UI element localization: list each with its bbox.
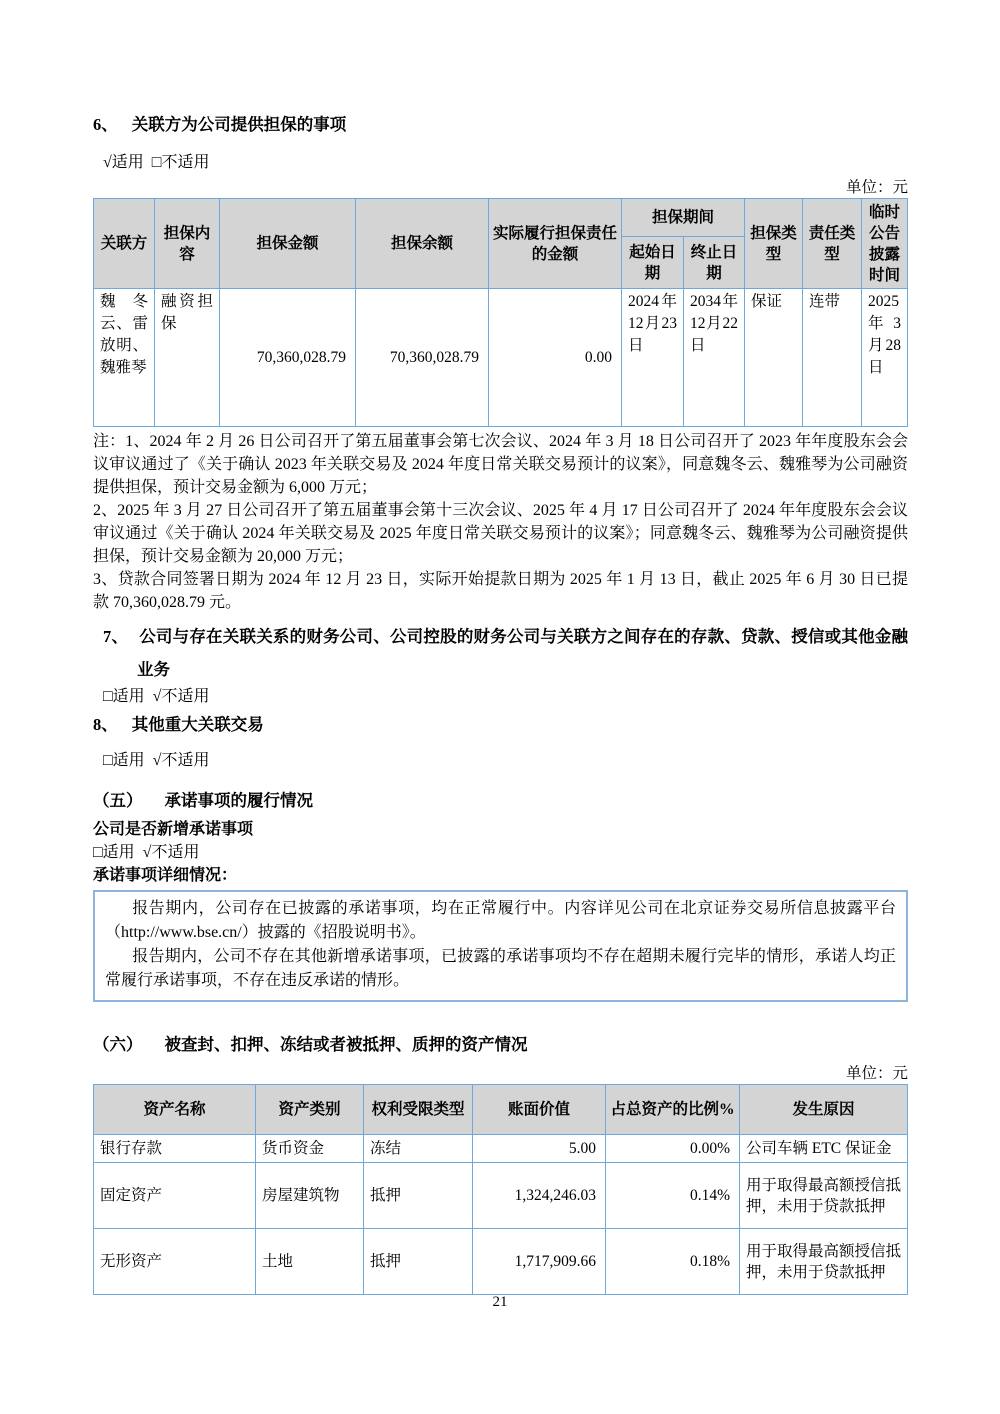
note-1: 注：1、2024 年 2 月 26 日公司召开了第五届董事会第七次会议、2024 年 3 月 18 日公司召开了 2023 年年度股东会会议审议通过了《关于确认 2023 年关联交易及 2024 年度日常关联交易预计的议案》，同意魏冬云、魏雅琴为公司融资提供担保，预计交易金额为 6,000 万元；: [93, 433, 908, 496]
cell-reason: 用于取得最高额授信抵押，未用于贷款抵押: [740, 1163, 908, 1229]
col-header-end-date: 终止日期: [684, 237, 745, 289]
section-6cn-number: （六）: [93, 1035, 143, 1054]
cell-reason: 公司车辆 ETC 保证金: [740, 1135, 908, 1163]
asset-table-row: [94, 1163, 908, 1229]
col-header-period: 担保期间: [622, 199, 745, 237]
cell-book-value: 1,717,909.66: [473, 1229, 606, 1295]
section-7-heading: [103, 620, 909, 686]
col-header-book-value: 账面价值: [473, 1085, 606, 1135]
cell-restriction-type: 抵押: [364, 1163, 473, 1229]
cell-content: 融资担保: [155, 289, 220, 427]
cell-asset-category: 货币资金: [256, 1135, 364, 1163]
guarantee-notes: [93, 430, 908, 614]
commitment-paragraph-1: 报告期内，公司存在已披露的承诺事项，均在正常履行中。内容详见公司在北京证券交易所信息披露平台（http://www.bse.cn/）披露的《招股说明书》。: [105, 900, 896, 941]
col-header-reason: 发生原因: [740, 1085, 908, 1135]
col-header-asset-category: 资产类别: [256, 1085, 364, 1135]
cell-asset-category: 土地: [256, 1229, 364, 1295]
col-header-start-date: 起始日期: [622, 237, 684, 289]
cell-book-value: 5.00: [473, 1135, 606, 1163]
col-header-content: 担保内容: [155, 199, 220, 289]
section-8-number: 8、: [93, 715, 118, 734]
col-header-balance: 担保余额: [356, 199, 489, 289]
section-5cn-heading: [93, 788, 908, 814]
cell-end-date: 2034年12月22日: [684, 289, 745, 427]
section-7-title: 公司与存在关联关系的财务公司、公司控股的财务公司与关联方之间存在的存款、贷款、授信或其他金融业务: [137, 627, 909, 679]
col-header-liability: 责任类型: [803, 199, 862, 289]
cell-book-value: 1,324,246.03: [473, 1163, 606, 1229]
commitment-detail-box: [93, 890, 908, 1002]
cell-asset-name: 无形资产: [94, 1229, 256, 1295]
section-7-number: 7、: [103, 627, 129, 646]
col-header-restriction-type: 权利受限类型: [364, 1085, 473, 1135]
commitment-detail-label: 承诺事项详细情况：: [93, 867, 238, 884]
cell-asset-ratio: 0.00%: [606, 1135, 740, 1163]
note-2: 2、2025 年 3 月 27 日公司召开了第五届董事会第十三次会议、2025 年 4 月 17 日公司召开了 2024 年年度股东会会议审议通过《关于确认 2024 年关联交易及 2025 年度日常关联交易预计的议案》；同意魏冬云、魏雅琴为公司融资提供担保，预计交易金额为 20,000 万元；: [93, 502, 908, 565]
unit-label-1: 单位：元: [845, 179, 908, 196]
col-header-asset-ratio: 占总资产的比例%: [606, 1085, 740, 1135]
col-header-asset-name: 资产名称: [94, 1085, 256, 1135]
cell-start-date: 2024年12月23日: [622, 289, 684, 427]
cell-amount: 70,360,028.79: [220, 289, 356, 427]
cell-disclosure-date: 2025年3月28日: [862, 289, 908, 427]
section-8-heading: [93, 712, 908, 738]
commitment-paragraph-2: 报告期内，公司不存在其他新增承诺事项，已披露的承诺事项均不存在超期未履行完毕的情形，承诺人均正常履行承诺事项，不存在违反承诺的情形。: [105, 948, 896, 989]
cell-liability-type: 连带: [803, 289, 862, 427]
col-header-amount: 担保金额: [220, 199, 356, 289]
col-header-type: 担保类型: [745, 199, 803, 289]
cell-performed: 0.00: [489, 289, 622, 427]
section-7-applicability: □适用 √不适用: [103, 688, 210, 705]
section-5cn-number: （五）: [93, 791, 143, 810]
cell-asset-name: 银行存款: [94, 1135, 256, 1163]
cell-asset-category: 房屋建筑物: [256, 1163, 364, 1229]
section-6-applicability: √适用 □不适用: [103, 154, 210, 171]
section-6-title: 关联方为公司提供担保的事项: [131, 115, 347, 134]
cell-asset-name: 固定资产: [94, 1163, 256, 1229]
section-6cn-heading: [93, 1032, 908, 1058]
col-header-party: 关联方: [94, 199, 155, 289]
guarantee-table-row: [94, 289, 908, 427]
cell-balance: 70,360,028.79: [356, 289, 489, 427]
new-commitment-label: 公司是否新增承诺事项: [93, 821, 254, 838]
asset-table-row: [94, 1135, 908, 1163]
cell-party: 魏冬云、雷放明、魏雅琴: [94, 289, 155, 427]
page-number: 21: [492, 1294, 508, 1310]
cell-restriction-type: 冻结: [364, 1135, 473, 1163]
asset-table-row: [94, 1229, 908, 1295]
col-header-disclosure: 临时公告披露时间: [862, 199, 908, 289]
col-header-performed: 实际履行担保责任的金额: [489, 199, 622, 289]
restricted-assets-table: [93, 1084, 908, 1295]
section-5cn-applicability: □适用 √不适用: [93, 844, 200, 861]
section-5cn-title: 承诺事项的履行情况: [164, 791, 313, 810]
cell-guarantee-type: 保证: [745, 289, 803, 427]
cell-asset-ratio: 0.18%: [606, 1229, 740, 1295]
section-6cn-title: 被查封、扣押、冻结或者被抵押、质押的资产情况: [164, 1035, 528, 1054]
section-8-title: 其他重大关联交易: [131, 715, 264, 734]
section-6-number: 6、: [93, 115, 118, 134]
note-3: 3、贷款合同签署日期为 2024 年 12 月 23 日，实际开始提款日期为 2025 年 1 月 13 日，截止 2025 年 6 月 30 日已提款 70,360,028.79 元。: [93, 571, 908, 611]
unit-label-2: 单位：元: [845, 1065, 908, 1082]
section-6-heading: [93, 112, 908, 138]
cell-asset-ratio: 0.14%: [606, 1163, 740, 1229]
guarantee-table: [93, 198, 908, 427]
section-8-applicability: □适用 √不适用: [103, 752, 210, 769]
cell-restriction-type: 抵押: [364, 1229, 473, 1295]
cell-reason: 用于取得最高额授信抵押，未用于贷款抵押: [740, 1229, 908, 1295]
